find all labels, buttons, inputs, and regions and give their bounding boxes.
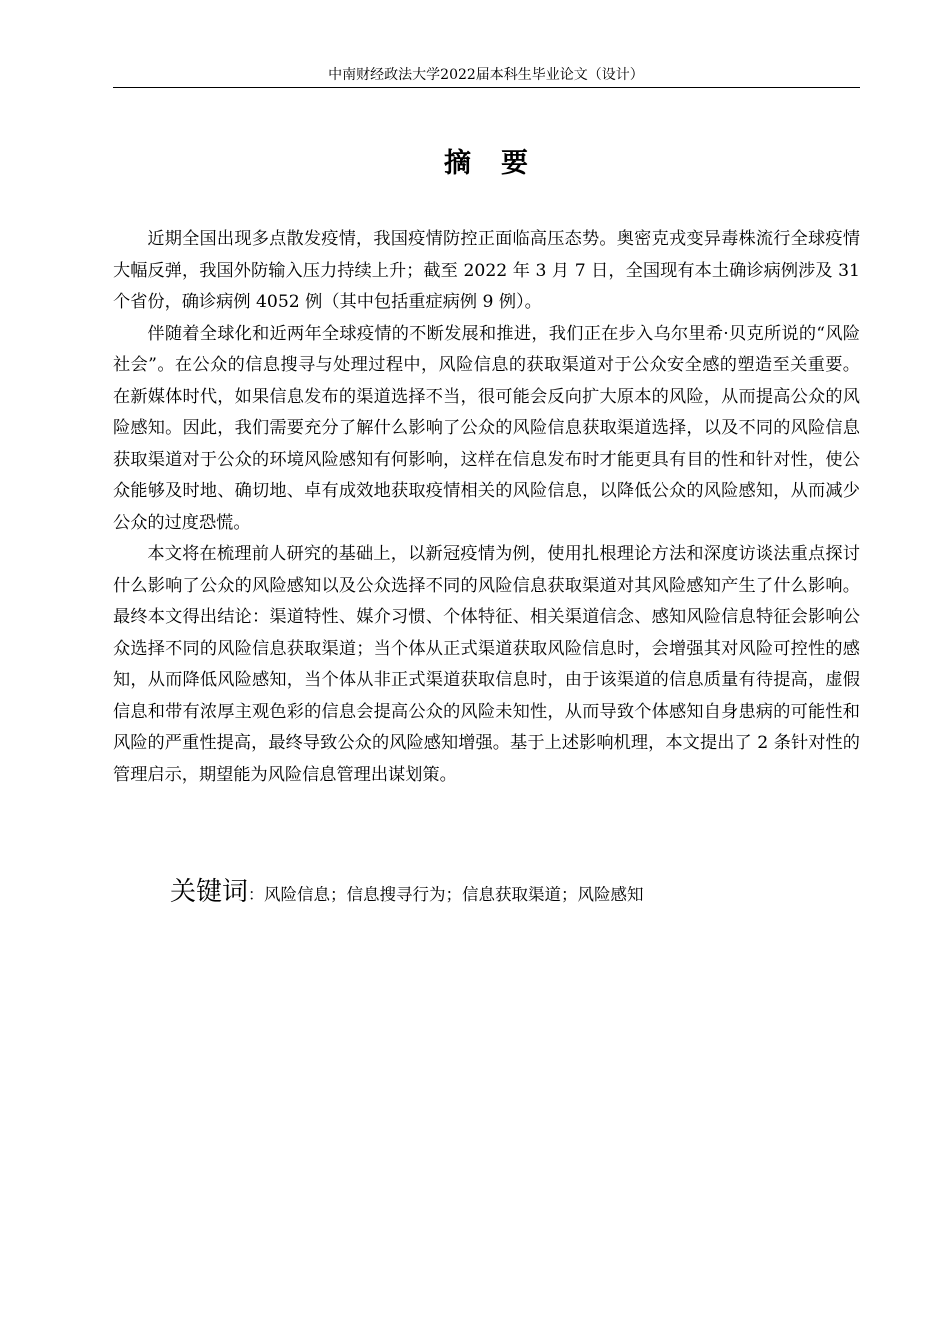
abstract-paragraph-3: 本文将在梳理前人研究的基础上，以新冠疫情为例，使用扎根理论方法和深度访谈法重点探讨什么影响了公众的风险感知以及公众选择不同的风险信息获取渠道对其风险感知产生了什么影响。最终本文得出结论：渠道特性、媒介习惯、个体特征、相关渠道信念、感知风险信息特征会影响公众选择不同的风险信息获取渠道；当个体从正式渠道获取风险信息时，会增强其对风险可控性的感知，从而降低风险感知，当个体从非正式渠道获取信息时，由于该渠道的信息质量有待提高，虚假信息和带有浓厚主观色彩的信息会提高公众的风险未知性，从而导致个体感知自身患病的可能性和风险的严重性提高，最终导致公众的风险感知增强。基于上述影响机理，本文提出了 2 条针对性的管理启示，期望能为风险信息管理出谋划策。 xyxy=(113,544,860,785)
abstract-paragraph-1: 近期全国出现多点散发疫情，我国疫情防控正面临高压态势。奥密克戎变异毒株流行全球疫情大幅反弹，我国外防输入压力持续上升；截至 2022 年 3 月 7 日，全国现有本土确诊病例涉及 31 个省份，确诊病例 4052 例（其中包括重症病例 9 例）。 xyxy=(113,229,860,312)
running-header: 中南财经政法大学2022届本科生毕业论文（设计） xyxy=(328,67,644,83)
abstract-body xyxy=(113,224,860,791)
abstract-title-part1: 摘 xyxy=(444,148,471,179)
keywords-label: 关键词 xyxy=(170,877,249,907)
abstract-paragraph-2: 伴随着全球化和近两年全球疫情的不断发展和推进，我们正在步入乌尔里希·贝克所说的“风险社会”。在公众的信息搜寻与处理过程中，风险信息的获取渠道对于公众安全感的塑造至关重要。在新媒体时代，如果信息发布的渠道选择不当，很可能会反向扩大原本的风险，从而提高公众的风险感知。因此，我们需要充分了解什么影响了公众的风险信息获取渠道选择，以及不同的风险信息获取渠道对于公众的环境风险感知有何影响，这样在信息发布时才能更具有目的性和针对性，使公众能够及时地、确切地、卓有成效地获取疫情相关的风险信息，以降低公众的风险感知，从而减少公众的过度恐慌。 xyxy=(113,323,860,533)
abstract-title-part2: 要 xyxy=(501,148,528,179)
keywords-colon: ： xyxy=(248,885,265,904)
abstract-title xyxy=(113,144,859,184)
keywords-line xyxy=(170,874,644,913)
header-rule xyxy=(113,87,860,88)
keywords-values: 风险信息；信息搜寻行为；信息获取渠道；风险感知 xyxy=(264,885,644,904)
